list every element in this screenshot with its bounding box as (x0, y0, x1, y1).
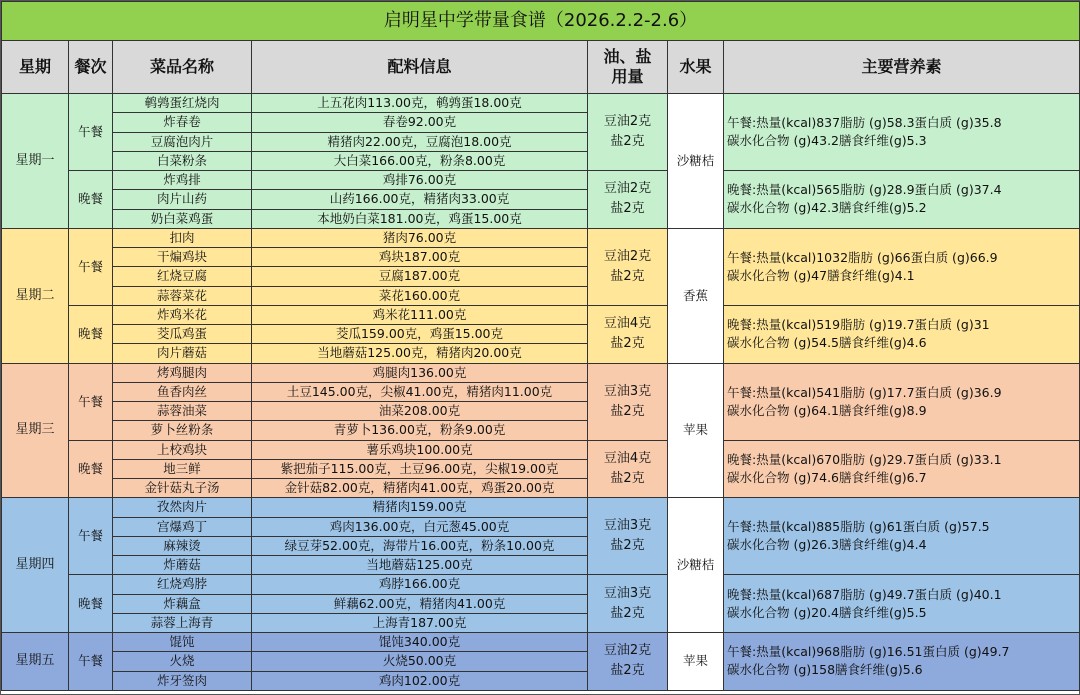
meal-cell: 晚餐 (69, 575, 113, 633)
meal-cell: 晚餐 (69, 440, 113, 498)
nutrients-line: 午餐:热量(kcal)1032脂肪 (g)66蛋白质 (g)66.9 (727, 249, 998, 265)
dish-name: 烤鸡腿肉 (113, 363, 252, 382)
dish-ingredients: 菜花160.00克 (252, 286, 588, 305)
oil-salt-cell (588, 171, 668, 229)
dish-name: 茭瓜鸡蛋 (113, 325, 252, 344)
dish-name: 鱼香肉丝 (113, 382, 252, 401)
nutrients-line: 碳水化合物 (g)64.1膳食纤维(g)8.9 (727, 402, 927, 418)
nutrients-cell (724, 633, 1080, 691)
meal-cell: 晚餐 (69, 305, 113, 363)
meal-cell: 午餐 (69, 498, 113, 575)
dish-name: 炸鸡排 (113, 171, 252, 190)
day-cell: 星期二 (2, 228, 69, 363)
dish-ingredients: 鸡米花111.00克 (252, 305, 588, 324)
dish-ingredients: 鸡块187.00克 (252, 248, 588, 267)
oil-salt-cell (588, 228, 668, 305)
nutrients-line: 碳水化合物 (g)26.3膳食纤维(g)4.4 (727, 537, 927, 553)
fruit-cell: 香蕉 (668, 228, 724, 363)
dish-name: 扣肉 (113, 228, 252, 247)
dish-ingredients: 大白菜166.00克，粉条8.00克 (252, 151, 588, 170)
dish-name: 蒜蓉上海青 (113, 613, 252, 632)
nutrients-line: 午餐:热量(kcal)968脂肪 (g)16.51蛋白质 (g)49.7 (727, 644, 1010, 660)
dish-ingredients: 青萝卜136.00克，粉条9.00克 (252, 421, 588, 440)
meal-cell: 午餐 (69, 363, 113, 440)
oil-amount: 豆油3克 (603, 383, 652, 399)
table-row (2, 94, 1080, 113)
dish-ingredients: 紫把茄子115.00克，土豆96.00克，尖椒19.00克 (252, 459, 588, 478)
salt-amount: 盐2克 (610, 268, 645, 284)
nutrients-line: 午餐:热量(kcal)837脂肪 (g)58.3蛋白质 (g)35.8 (727, 115, 1002, 130)
dish-ingredients: 豆腐187.00克 (252, 267, 588, 286)
meal-cell: 午餐 (69, 633, 113, 691)
dish-ingredients: 猪肉76.00克 (252, 228, 588, 247)
dish-ingredients: 当地蘑菇125.00克，精猪肉20.00克 (252, 344, 588, 363)
oil-amount: 豆油3克 (603, 585, 652, 601)
dish-ingredients: 上五花肉113.00克，鹌鹑蛋18.00克 (252, 94, 588, 113)
dish-name: 肉片山药 (113, 190, 252, 209)
dish-name: 金针菇丸子汤 (113, 479, 252, 498)
oil-salt-cell (588, 94, 668, 171)
dish-name: 萝卜丝粉条 (113, 421, 252, 440)
dish-ingredients: 鸡排76.00克 (252, 171, 588, 190)
nutrients-line: 碳水化合物 (g)158膳食纤维(g)5.6 (727, 662, 923, 678)
dish-ingredients: 茭瓜159.00克，鸡蛋15.00克 (252, 325, 588, 344)
header-ingredients: 配料信息 (252, 41, 588, 94)
dish-name: 地三鲜 (113, 459, 252, 478)
dish-name: 干煸鸡块 (113, 248, 252, 267)
header-fruit: 水果 (668, 41, 724, 94)
dish-ingredients: 鸡脖166.00克 (252, 575, 588, 594)
dish-ingredients: 鸡肉136.00克，白元葱45.00克 (252, 517, 588, 536)
oil-salt-cell (588, 498, 668, 575)
dish-name: 豆腐泡肉片 (113, 132, 252, 151)
day-cell: 星期一 (2, 94, 69, 229)
dish-name: 鹌鹑蛋红烧肉 (113, 94, 252, 113)
fruit-cell: 沙糖桔 (668, 498, 724, 633)
table-row (2, 228, 1080, 247)
dish-name: 炸鸡米花 (113, 305, 252, 324)
oil-salt-cell (588, 305, 668, 363)
header-meal: 餐次 (69, 41, 113, 94)
salt-amount: 盐2克 (610, 605, 645, 621)
dish-ingredients: 本地奶白菜181.00克，鸡蛋15.00克 (252, 209, 588, 228)
oil-salt-cell (588, 575, 668, 633)
dish-name: 炸蘑菇 (113, 556, 252, 575)
nutrients-line: 午餐:热量(kcal)541脂肪 (g)17.7蛋白质 (g)36.9 (727, 384, 1002, 400)
fruit-cell: 苹果 (668, 633, 724, 691)
dish-name: 麻辣烫 (113, 536, 252, 555)
day-cell: 星期三 (2, 363, 69, 498)
oil-salt-cell (588, 633, 668, 691)
nutrients-line: 碳水化合物 (g)42.3膳食纤维(g)5.2 (727, 200, 927, 216)
nutrients-cell (724, 305, 1080, 363)
dish-ingredients: 土豆145.00克，尖椒41.00克，精猪肉11.00克 (252, 382, 588, 401)
dish-name: 宫爆鸡丁 (113, 517, 252, 536)
salt-amount: 盐2克 (610, 663, 645, 679)
salt-amount: 盐2克 (610, 336, 645, 352)
nutrients-line: 午餐:热量(kcal)885脂肪 (g)61蛋白质 (g)57.5 (727, 519, 990, 535)
meal-cell: 午餐 (69, 228, 113, 305)
dish-ingredients: 山药166.00克，精猪肉33.00克 (252, 190, 588, 209)
dish-ingredients: 鸡肉102.00克 (252, 671, 588, 690)
dish-name: 白菜粉条 (113, 151, 252, 170)
nutrients-line: 碳水化合物 (g)43.2膳食纤维(g)5.3 (727, 133, 927, 148)
header-day: 星期 (2, 41, 69, 94)
nutrients-line: 碳水化合物 (g)54.5膳食纤维(g)4.6 (727, 335, 927, 351)
dish-name: 蒜蓉菜花 (113, 286, 252, 305)
fruit-cell: 苹果 (668, 363, 724, 498)
nutrients-line: 晚餐:热量(kcal)670脂肪 (g)29.7蛋白质 (g)33.1 (727, 451, 1002, 467)
salt-amount: 盐2克 (610, 134, 645, 149)
oil-amount: 豆油2克 (603, 114, 652, 129)
dish-name: 上校鸡块 (113, 440, 252, 459)
dish-name: 奶白菜鸡蛋 (113, 209, 252, 228)
table-row (2, 575, 1080, 594)
dish-name: 炸藕盒 (113, 594, 252, 613)
nutrients-line: 碳水化合物 (g)20.4膳食纤维(g)5.5 (727, 604, 927, 620)
dish-name: 红烧豆腐 (113, 267, 252, 286)
menu-body (2, 94, 1080, 691)
dish-ingredients: 薯乐鸡块100.00克 (252, 440, 588, 459)
dish-ingredients: 绿豆芽52.00克，海带片16.00克，粉条10.00克 (252, 536, 588, 555)
page-title: 启明星中学带量食谱（2026.2.2-2.6） (2, 2, 1080, 41)
dish-ingredients: 鲜藕62.00克，精猪肉41.00克 (252, 594, 588, 613)
nutrients-cell (724, 575, 1080, 633)
table-row (2, 305, 1080, 324)
dish-name: 火烧 (113, 652, 252, 671)
table-row (2, 498, 1080, 517)
salt-amount: 盐2克 (610, 403, 645, 419)
menu-table (1, 1, 1080, 691)
table-row (2, 363, 1080, 382)
dish-name: 馄饨 (113, 633, 252, 652)
oil-salt-cell (588, 440, 668, 498)
oil-amount: 豆油4克 (603, 316, 652, 332)
header-oil-salt: 油、盐用量 (588, 41, 668, 94)
oil-amount: 豆油2克 (603, 248, 652, 264)
oil-amount: 豆油4克 (603, 450, 652, 466)
nutrients-line: 晚餐:热量(kcal)687脂肪 (g)49.7蛋白质 (g)40.1 (727, 586, 1002, 602)
day-cell: 星期四 (2, 498, 69, 633)
dish-name: 炸春卷 (113, 113, 252, 132)
dish-ingredients: 精猪肉22.00克，豆腐泡18.00克 (252, 132, 588, 151)
nutrients-cell (724, 498, 1080, 575)
dish-ingredients: 鸡腿肉136.00克 (252, 363, 588, 382)
oil-amount: 豆油2克 (603, 643, 652, 659)
table-row (2, 440, 1080, 459)
nutrients-cell (724, 94, 1080, 171)
dish-ingredients: 春卷92.00克 (252, 113, 588, 132)
dish-ingredients: 精猪肉159.00克 (252, 498, 588, 517)
nutrients-cell (724, 440, 1080, 498)
dish-name: 蒜蓉油菜 (113, 402, 252, 421)
nutrients-line: 碳水化合物 (g)74.6膳食纤维(g)6.7 (727, 469, 927, 485)
oil-amount: 豆油2克 (603, 181, 652, 197)
dish-name: 红烧鸡脖 (113, 575, 252, 594)
salt-amount: 盐2克 (610, 538, 645, 554)
nutrients-cell (724, 363, 1080, 440)
table-row (2, 633, 1080, 652)
dish-name: 孜然肉片 (113, 498, 252, 517)
header-dish: 菜品名称 (113, 41, 252, 94)
meal-cell: 晚餐 (69, 171, 113, 229)
dish-name: 炸牙签肉 (113, 671, 252, 690)
oil-amount: 豆油3克 (603, 518, 652, 534)
oil-salt-cell (588, 363, 668, 440)
dish-ingredients: 金针菇82.00克，精猪肉41.00克，鸡蛋20.00克 (252, 479, 588, 498)
table-row (2, 171, 1080, 190)
meal-cell: 午餐 (69, 94, 113, 171)
dish-ingredients: 火烧50.00克 (252, 652, 588, 671)
nutrients-line: 晚餐:热量(kcal)565脂肪 (g)28.9蛋白质 (g)37.4 (727, 182, 1002, 198)
salt-amount: 盐2克 (610, 470, 645, 486)
dish-ingredients: 油菜208.00克 (252, 402, 588, 421)
nutrients-line: 晚餐:热量(kcal)519脂肪 (g)19.7蛋白质 (g)31 (727, 317, 990, 333)
fruit-cell: 沙糖桔 (668, 94, 724, 229)
day-cell: 星期五 (2, 633, 69, 691)
dish-ingredients: 上海青187.00克 (252, 613, 588, 632)
nutrients-cell (724, 228, 1080, 305)
salt-amount: 盐2克 (610, 201, 645, 217)
nutrients-line: 碳水化合物 (g)47膳食纤维(g)4.1 (727, 267, 915, 283)
dish-ingredients: 馄饨340.00克 (252, 633, 588, 652)
nutrients-cell (724, 171, 1080, 229)
dish-name: 肉片蘑菇 (113, 344, 252, 363)
header-nutrients: 主要营养素 (724, 41, 1080, 94)
dish-ingredients: 当地蘑菇125.00克 (252, 556, 588, 575)
